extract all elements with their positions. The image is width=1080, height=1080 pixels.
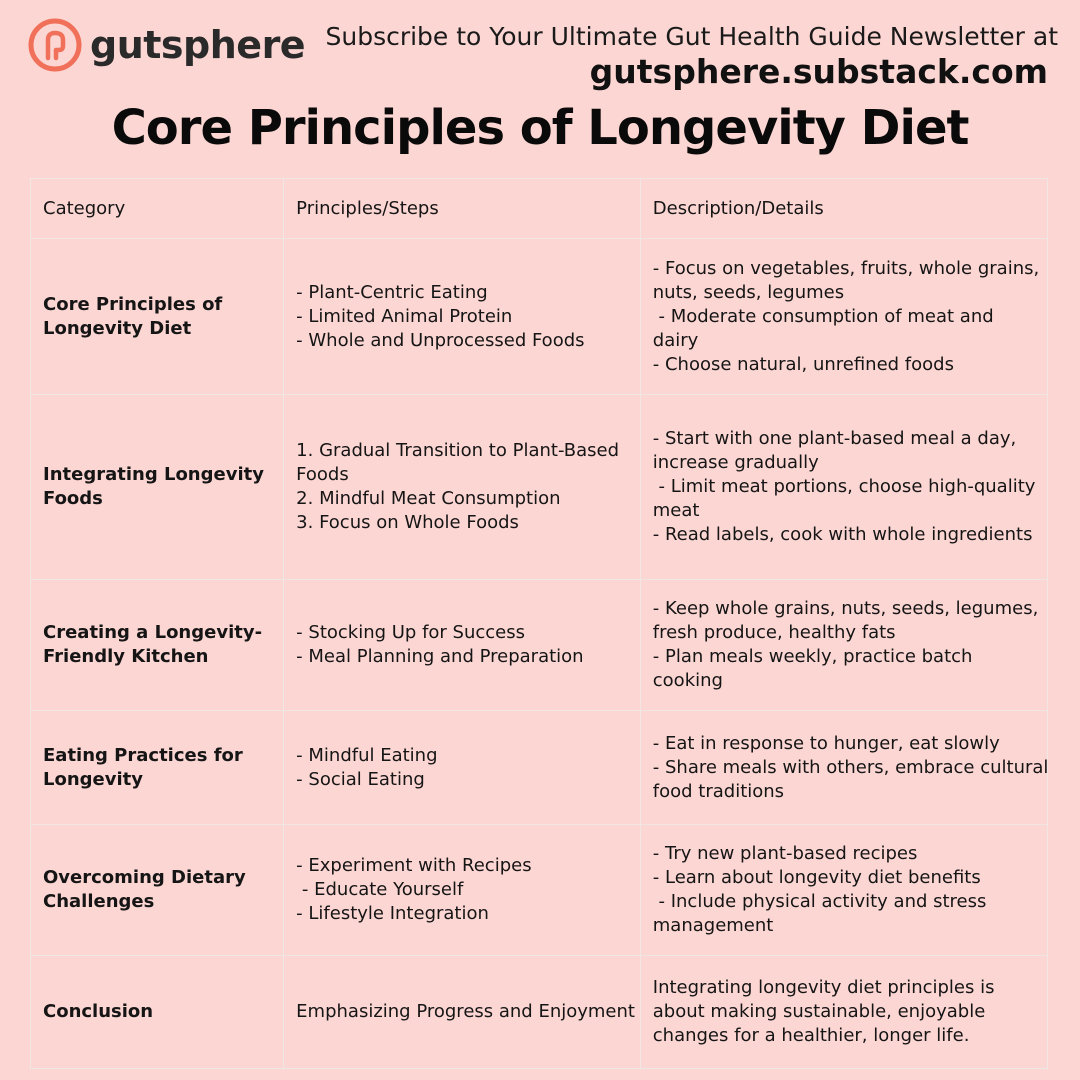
details-cell (640, 239, 1047, 395)
detail-line: Integrating longevity diet principles is (652, 977, 995, 998)
principles-cell (284, 239, 641, 395)
principle-line: - Mindful Eating (296, 744, 438, 766)
detail-line: fresh produce, healthy fats (652, 622, 896, 643)
detail-line: - Eat in response to hunger, eat slowly (652, 732, 1000, 754)
detail-line: - Limit meat portions, choose high-quality (652, 476, 1036, 497)
category-line: Friendly Kitchen (43, 646, 209, 667)
subscribe-text: Subscribe to Your Ultimate Gut Health Guide Newsletter at (325, 22, 1058, 51)
table-row (31, 580, 1048, 711)
detail-line: management (652, 915, 774, 936)
category-cell (31, 580, 284, 711)
detail-line: increase gradually (652, 452, 819, 473)
table-header-row (31, 179, 1048, 239)
category-line: Overcoming Dietary (43, 867, 246, 888)
detail-line: - Moderate consumption of meat and (652, 305, 994, 327)
detail-line: - Learn about longevity diet benefits (652, 867, 981, 888)
brand-logo (28, 18, 305, 72)
detail-line: nuts, seeds, legumes (652, 281, 845, 303)
category-cell (31, 956, 284, 1069)
principles-cell (284, 825, 641, 956)
details-cell (640, 825, 1047, 956)
detail-line: meat (652, 500, 700, 521)
principle-line: - Limited Animal Protein (296, 305, 513, 327)
category-line: Eating Practices for (43, 744, 243, 766)
detail-line: - Read labels, cook with whole ingredients (652, 524, 1033, 545)
detail-line: - Start with one plant-based meal a day, (652, 428, 1017, 449)
detail-line: - Keep whole grains, nuts, seeds, legumes, (652, 598, 1039, 619)
detail-line: - Include physical activity and stress (652, 891, 987, 912)
detail-line: - Choose natural, unrefined foods (652, 353, 954, 375)
principles-cell (284, 956, 641, 1069)
detail-line: - Plan meals weekly, practice batch (652, 646, 973, 667)
category-line: Conclusion (43, 1001, 154, 1022)
principle-line: Foods (296, 464, 349, 485)
brand-name: gutsphere (90, 23, 306, 67)
principle-line: 2. Mindful Meat Consumption (296, 488, 561, 509)
detail-line: - Focus on vegetables, fruits, whole grains, (652, 257, 1040, 279)
details-cell (640, 580, 1047, 711)
detail-line: - Try new plant-based recipes (652, 843, 918, 864)
category-line: Longevity Diet (43, 317, 192, 339)
newsletter-link[interactable]: gutsphere.substack.com (589, 52, 1048, 91)
principle-line: - Social Eating (296, 768, 425, 790)
table-row (31, 239, 1048, 395)
category-line: Core Principles of (43, 293, 223, 315)
category-line: Longevity (43, 768, 143, 790)
principle-line: - Educate Yourself (296, 879, 464, 900)
principle-line: 1. Gradual Transition to Plant-Based (296, 440, 620, 461)
category-line: Creating a Longevity- (43, 622, 263, 643)
detail-line: - Share meals with others, embrace cultural (652, 756, 1049, 778)
header-category: Category (31, 179, 284, 239)
table-row (31, 711, 1048, 825)
page-title: Core Principles of Longevity Diet (111, 100, 969, 156)
category-line: Foods (43, 488, 103, 509)
principles-table (30, 178, 1048, 1069)
header-principles: Principles/Steps (284, 179, 641, 239)
table-row (31, 956, 1048, 1069)
table-row (31, 825, 1048, 956)
principle-line: - Lifestyle Integration (296, 903, 489, 924)
principles-cell (284, 711, 641, 825)
principle-line: - Stocking Up for Success (296, 622, 526, 643)
category-cell (31, 711, 284, 825)
principle-line: - Meal Planning and Preparation (296, 646, 584, 667)
header-details: Description/Details (640, 179, 1047, 239)
detail-line: food traditions (652, 780, 785, 802)
category-cell (31, 239, 284, 395)
principle-line: Emphasizing Progress and Enjoyment (296, 1001, 635, 1022)
principles-cell (284, 395, 641, 580)
details-cell (640, 956, 1047, 1069)
principle-line: - Experiment with Recipes (296, 855, 532, 876)
detail-line: dairy (652, 329, 699, 351)
detail-line: cooking (652, 670, 723, 691)
principle-line: - Plant-Centric Eating (296, 281, 488, 303)
table-row (31, 395, 1048, 580)
category-line: Integrating Longevity (43, 464, 264, 485)
detail-line: about making sustainable, enjoyable (652, 1001, 986, 1022)
category-cell (31, 395, 284, 580)
principles-cell (284, 580, 641, 711)
principle-line: - Whole and Unprocessed Foods (296, 329, 585, 351)
detail-line: changes for a healthier, longer life. (652, 1025, 970, 1046)
details-cell (640, 395, 1047, 580)
category-cell (31, 825, 284, 956)
category-line: Challenges (43, 891, 155, 912)
principle-line: 3. Focus on Whole Foods (296, 512, 519, 533)
details-cell (640, 711, 1047, 825)
gut-logo-icon (28, 18, 82, 72)
